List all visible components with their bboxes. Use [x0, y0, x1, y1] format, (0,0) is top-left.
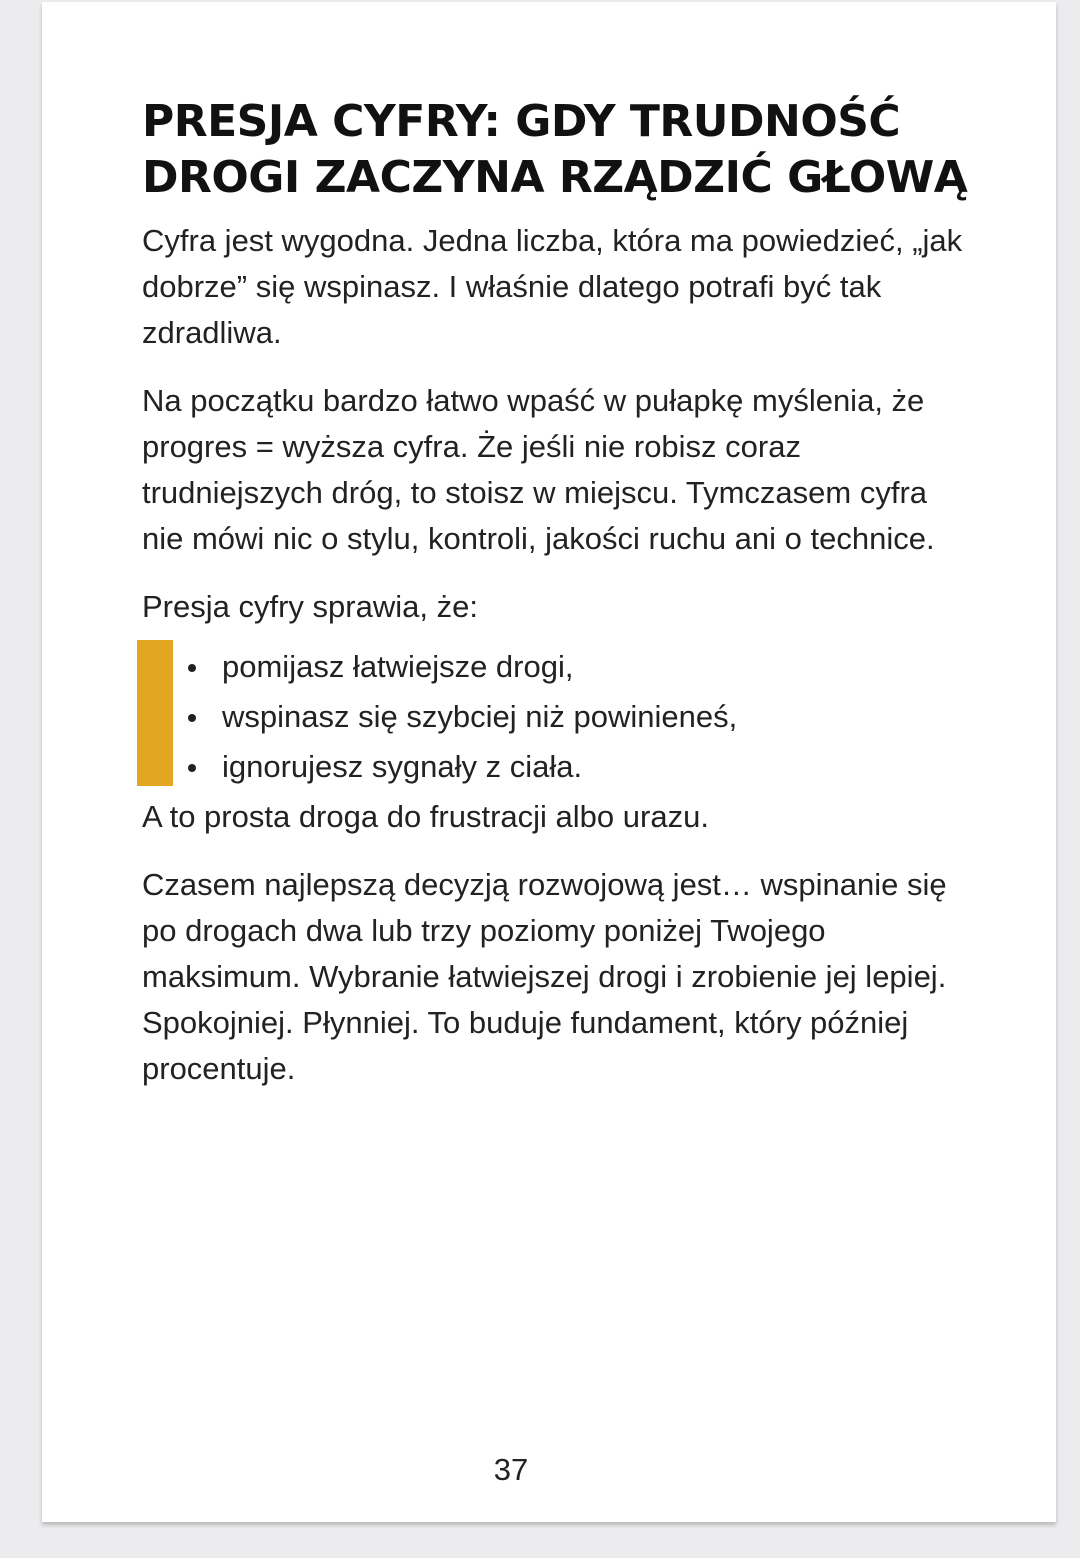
page-content: [142, 94, 972, 1092]
paragraph-advice: Czasem najlepszą decyzją rozwojową jest… wspinanie się po drogach dwa lub trzy poziomy poniżej Twojego maksimum. Wybranie łatwiejszej drogi i zrobienie jej lepiej. Spokojniej. Płynniej. To buduje fundament, który później procentuje.: [142, 867, 947, 1086]
chapter-title: PRESJA CYFRY: GDY TRUDNOŚĆ DROGI ZACZYNA RZĄDZIĆ GŁOWĄ: [142, 96, 968, 203]
paragraph-intro: Cyfra jest wygodna. Jedna liczba, która ma powiedzieć, „jak dobrze” się wspinasz. I właśnie dlatego potrafi być tak zdradliwa.: [142, 223, 963, 350]
highlighted-list: [142, 640, 972, 786]
bullet-dot-icon: [188, 664, 196, 672]
list-item: [182, 740, 972, 794]
list-item: [182, 690, 972, 744]
paragraph-list-intro: Presja cyfry sprawia, że:: [142, 589, 478, 624]
bullet-dot-icon: [188, 714, 196, 722]
page-number: 37: [493, 1452, 529, 1487]
book-page: [42, 2, 1056, 1522]
bullet-dot-icon: [188, 764, 196, 772]
accent-bar: [137, 640, 173, 786]
paragraph-trap: Na początku bardzo łatwo wpaść w pułapkę myślenia, że progres = wyższa cyfra. Że jeśli nie robisz coraz trudniejszych dróg, to stoisz w miejscu. Tymczasem cyfra nie mówi nic o stylu, kontroli, jakości ruchu ani o technice.: [142, 383, 935, 556]
paragraph-consequence: A to prosta droga do frustracji albo urazu.: [142, 799, 709, 834]
list-item: [182, 640, 972, 694]
list-item-text: pomijasz łatwiejsze drogi,: [222, 649, 574, 684]
list-item-text: wspinasz się szybciej niż powinieneś,: [222, 699, 738, 734]
list-item-text: ignorujesz sygnały z ciała.: [222, 749, 583, 784]
bullet-list: [182, 640, 972, 794]
